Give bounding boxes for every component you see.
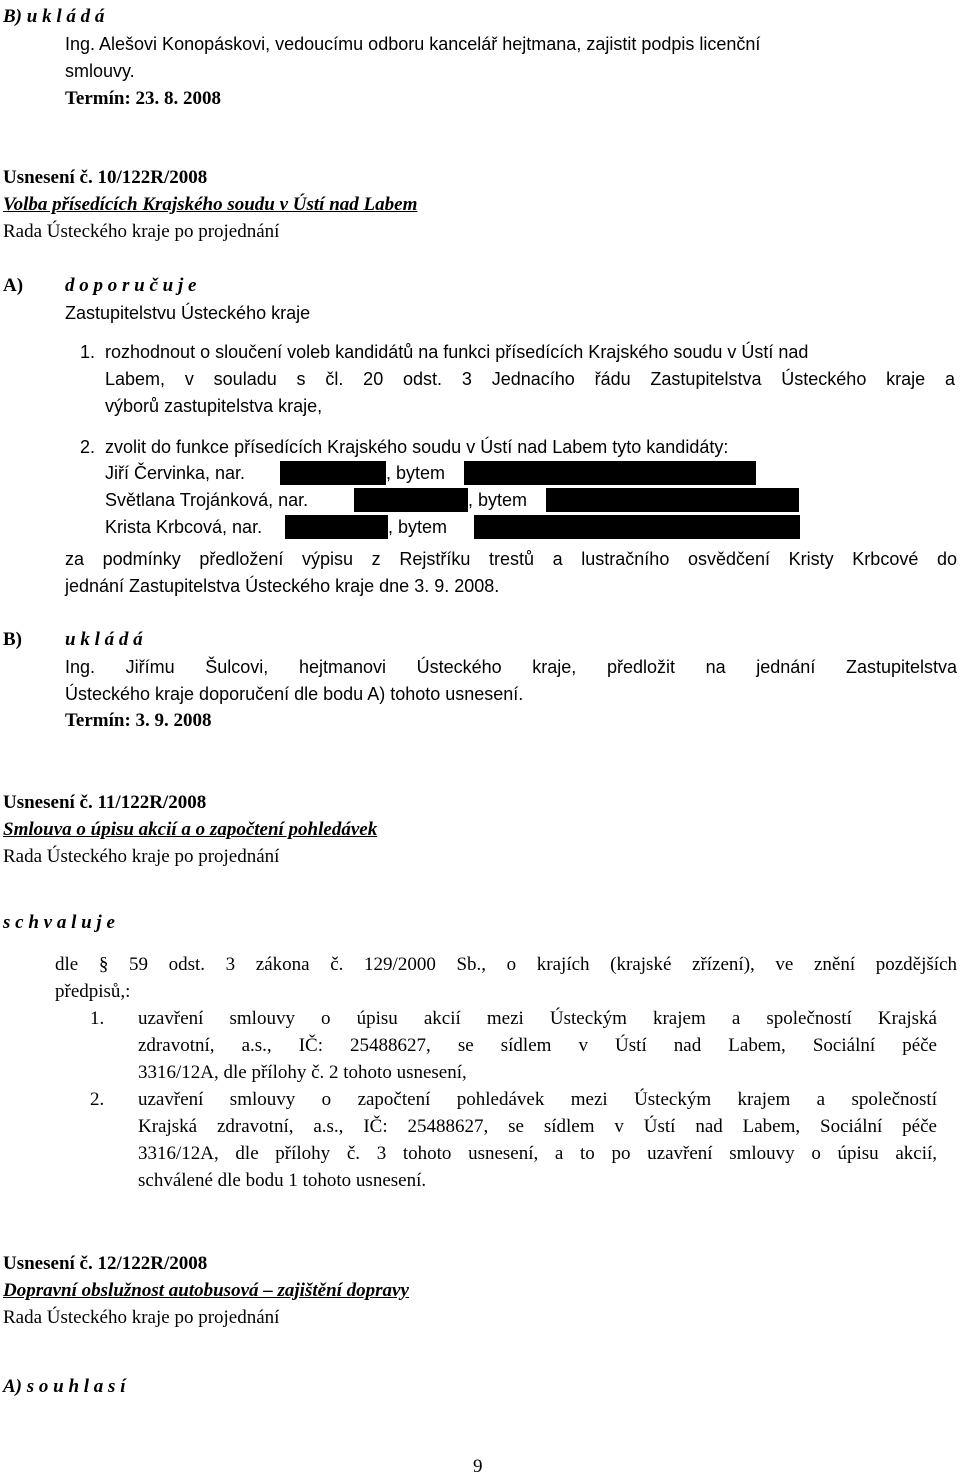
candidate-name: Jiří Červinka, nar. — [105, 463, 246, 483]
resolution-verb: s c h v a l u j e — [3, 912, 115, 933]
candidate-address-label: , bytem — [388, 517, 448, 537]
redaction-box — [474, 515, 800, 539]
text-line: Ústeckého kraje doporučení dle bodu A) tohoto usnesení. — [65, 684, 524, 704]
deadline: Termín: 3. 9. 2008 — [65, 710, 212, 731]
item-text: uzavření smlouvy o úpisu akcií mezi Ústeckým krajem a společností Krajská — [138, 1008, 937, 1029]
resolution-title: Dopravní obslužnost autobusová – zajištění dopravy — [3, 1280, 409, 1301]
item-number: 1. — [90, 1008, 105, 1029]
text-line: smlouvy. — [65, 61, 135, 81]
resolution-number: Usnesení č. 10/122R/2008 — [3, 167, 208, 188]
part-a-verb: d o p o r u č u j e — [65, 275, 197, 296]
redaction-box — [354, 488, 468, 512]
item-number: 2. — [90, 1089, 105, 1110]
text-line: Ing. Jiřímu Šulcovi, hejtmanovi Ústeckého kraje, předložit na jednání Zastupitelstva — [65, 657, 957, 677]
resolution-intro: Rada Ústeckého kraje po projednání — [3, 846, 280, 867]
resolution-title: Volba přísedících Krajského soudu v Ústí nad Labem — [3, 194, 418, 215]
item-number: 1. — [80, 342, 96, 362]
addressee: Zastupitelstvu Ústeckého kraje — [65, 303, 311, 323]
condition-text: jednání Zastupitelstva Ústeckého kraje dne 3. 9. 2008. — [65, 576, 500, 596]
resolution-number: Usnesení č. 12/122R/2008 — [3, 1253, 208, 1274]
item-text: výborů zastupitelstva kraje, — [105, 396, 323, 416]
part-b-verb: u k l á d á — [65, 629, 143, 650]
redaction-box — [464, 461, 756, 485]
redaction-box — [280, 461, 386, 485]
item-text: 3316/12A, dle přílohy č. 2 tohoto usnesení, — [138, 1062, 467, 1083]
legal-basis: dle § 59 odst. 3 zákona č. 129/2000 Sb., o krajích (krajské zřízení), ve znění pozdějších — [55, 954, 957, 975]
item-text: uzavření smlouvy o započtení pohledávek mezi Ústeckým krajem a společností — [138, 1089, 937, 1110]
part-a-verb: A) s o u h l a s í — [3, 1376, 126, 1397]
item-text: Krajská zdravotní, a.s., IČ: 25488627, se sídlem v Ústí nad Labem, Sociální péče — [138, 1116, 937, 1137]
candidate-name: Krista Krbcová, nar. — [105, 517, 263, 537]
candidate-address-label: , bytem — [468, 490, 528, 510]
text-line: Ing. Alešovi Konopáskovi, vedoucímu odboru kancelář hejtmana, zajistit podpis licenční — [65, 34, 761, 54]
item-text: Labem, v souladu s čl. 20 odst. 3 Jednacího řádu Zastupitelstva Ústeckého kraje a — [105, 369, 955, 389]
resolution-intro: Rada Ústeckého kraje po projednání — [3, 221, 280, 242]
part-b-label: B) — [3, 629, 22, 650]
redaction-box — [546, 488, 799, 512]
candidate-name: Světlana Trojánková, nar. — [105, 490, 309, 510]
section-heading-ukláda: B) u k l á d á — [3, 6, 105, 27]
item-text: zdravotní, a.s., IČ: 25488627, se sídlem v Ústí nad Labem, Sociální péče — [138, 1035, 937, 1056]
redaction-box — [285, 515, 388, 539]
legal-basis: předpisů,: — [55, 981, 131, 1002]
page-number: 9 — [473, 1456, 483, 1477]
item-text: rozhodnout o sloučení voleb kandidátů na funkci přísedících Krajského soudu v Ústí nad — [105, 342, 809, 362]
resolution-intro: Rada Ústeckého kraje po projednání — [3, 1307, 280, 1328]
item-text: 3316/12A, dle přílohy č. 3 tohoto usnesení, a to po uzavření smlouvy o úpisu akcií, — [138, 1143, 937, 1164]
part-a-label: A) — [3, 275, 24, 296]
item-text: schválené dle bodu 1 tohoto usnesení. — [138, 1170, 427, 1191]
deadline: Termín: 23. 8. 2008 — [65, 88, 222, 109]
item-number: 2. — [80, 437, 96, 457]
candidate-address-label: , bytem — [386, 463, 446, 483]
resolution-title: Smlouva o úpisu akcií a o započtení pohledávek — [3, 819, 378, 840]
resolution-number: Usnesení č. 11/122R/2008 — [3, 792, 207, 813]
item-text: zvolit do funkce přísedících Krajského soudu v Ústí nad Labem tyto kandidáty: — [105, 437, 729, 457]
condition-text: za podmínky předložení výpisu z Rejstříku trestů a lustračního osvědčení Kristy Krbcové do — [65, 549, 957, 569]
